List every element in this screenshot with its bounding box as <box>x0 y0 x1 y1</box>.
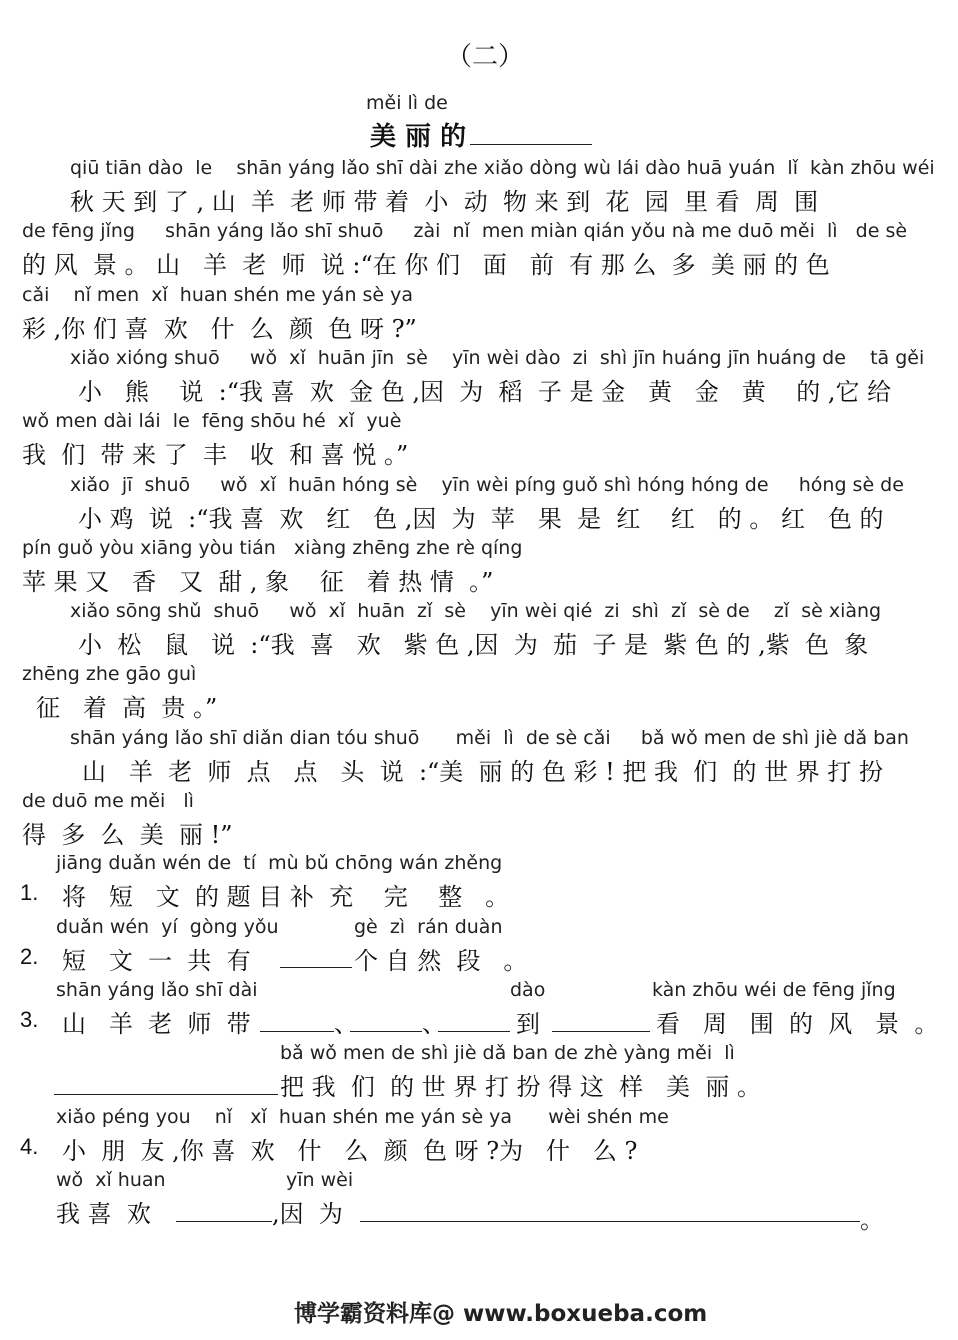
q2-number: 2. <box>20 944 39 969</box>
q3-pinyin-b: dào <box>510 979 546 1001</box>
q2-pinyin-a: duǎn wén yí gòng yǒu <box>56 916 279 938</box>
q3-pinyin-c: kàn zhōu wéi de fēng jǐng <box>652 979 896 1001</box>
q3-blank-2[interactable] <box>350 1031 422 1032</box>
q4-answer-text-b: ,因 为 <box>272 1200 343 1228</box>
q1-text: 将 短 文 的 题 目 补 充 完 整 。 <box>62 883 510 911</box>
q3-number: 3. <box>20 1007 39 1032</box>
story-line-1-pinyin: qiū tiān dào le shān yáng lǎo shī dài zhe xiǎo dòng wù lái dào huā yuán lǐ kàn zhōu wéi <box>70 157 935 179</box>
story-line-8-pinyin: xiǎo sōng shǔ shuō wǒ xǐ huān zǐ sè yīn wèi qié zi shì zǐ sè de zǐ sè xiàng <box>70 600 882 622</box>
q3-blank-5[interactable] <box>54 1094 278 1095</box>
q4-blank-2[interactable] <box>360 1221 860 1222</box>
story-line-10-text: 山 羊 老 师 点 点 头 说 :“美 丽 的 色 彩 ! 把 我 们 的 世 界 打 扮 <box>82 758 884 786</box>
story-line-2-pinyin: de fēng jǐng shān yáng lǎo shī shuō zài nǐ men miàn qián yǒu nà me duō měi lì de sè <box>22 220 908 242</box>
story-line-6-text: 小 鸡 说 :“我 喜 欢 红 色 ,因 为 苹 果 是 红 红 的 。 红 色 的 <box>78 505 884 533</box>
title-blank[interactable] <box>470 144 592 145</box>
story-line-1-text: 秋 天 到 了 , 山 羊 老 师 带 着 小 动 物 来 到 花 园 里 看 周 围 <box>70 188 819 216</box>
q4-number: 4. <box>20 1134 39 1159</box>
q4-text: 小 朋 友 ,你 喜 欢 什 么 颜 色 呀 ?为 什 么 ? <box>62 1137 638 1165</box>
q3-pinyin-d: bǎ wǒ men de shì jiè dǎ ban de zhè yàng měi lì <box>280 1042 735 1064</box>
q3-blank-1[interactable] <box>260 1031 334 1032</box>
q3-text-d: 把 我 们 的 世 界 打 扮 得 这 样 美 丽 。 <box>280 1073 761 1101</box>
story-title: 美 丽 的 <box>370 122 467 152</box>
q3-pinyin-a: shān yáng lǎo shī dài <box>56 979 258 1001</box>
q4-answer-end: 。 <box>860 1206 884 1234</box>
story-line-11-pinyin: de duō me měi lì <box>22 790 194 812</box>
story-line-3-text: 彩 ,你 们 喜 欢 什 么 颜 色 呀 ?” <box>22 315 417 343</box>
q1-number: 1. <box>20 880 39 905</box>
q3-text-c: 看 周 围 的 风 景 。 <box>656 1010 939 1038</box>
q3-sep-1: 、 <box>334 1010 358 1038</box>
story-line-5-pinyin: wǒ men dài lái le fēng shōu hé xǐ yuè <box>22 410 402 432</box>
q3-text-a: 山 羊 老 师 带 <box>62 1010 251 1038</box>
q3-sep-2: 、 <box>422 1010 446 1038</box>
q2-pinyin-b: gè zì rán duàn <box>354 916 503 938</box>
story-line-4-text: 小 熊 说 :“我 喜 欢 金 色 ,因 为 稻 子 是 金 黄 金 黄 的 ,它 给 <box>78 378 892 406</box>
q4-pinyin: xiǎo péng you nǐ xǐ huan shén me yán sè ya wèi shén me <box>56 1106 669 1128</box>
q2-text-a: 短 文 一 共 有 <box>62 947 251 975</box>
story-line-7-text: 苹 果 又 香 又 甜 , 象 征 着 热 情 。” <box>22 568 494 596</box>
section-header: （二） <box>446 42 525 72</box>
story-line-6-pinyin: xiǎo jī shuō wǒ xǐ huān hóng sè yīn wèi píng guǒ shì hóng hóng de hóng sè de <box>70 474 904 496</box>
q2-blank[interactable] <box>280 967 352 968</box>
story-line-9-text: 征 着 高 贵 。” <box>36 694 218 722</box>
story-line-5-text: 我 们 带 来 了 丰 收 和 喜 悦 。” <box>22 441 409 469</box>
story-line-8-text: 小 松 鼠 说 :“我 喜 欢 紫 色 ,因 为 茄 子 是 紫 色 的 ,紫 色 象 <box>78 631 869 659</box>
title-pinyin: měi lì de <box>366 92 448 114</box>
story-line-2-text: 的 风 景 。 山 羊 老 师 说 :“在 你 们 面 前 有 那 么 多 美 丽 的 色 <box>22 251 830 279</box>
story-line-11-text: 得 多 么 美 丽 !” <box>22 821 233 849</box>
q2-text-b: 个 自 然 段 。 <box>354 947 528 975</box>
story-line-3-pinyin: cǎi nǐ men xǐ huan shén me yán sè ya <box>22 284 414 306</box>
story-line-10-pinyin: shān yáng lǎo shī diǎn dian tóu shuō měi lì de sè cǎi bǎ wǒ men de shì jiè dǎ ban <box>70 727 909 749</box>
story-line-9-pinyin: zhēng zhe gāo guì <box>22 663 197 685</box>
q4-answer-text-a: 我 喜 欢 <box>56 1200 151 1228</box>
q4-blank-1[interactable] <box>176 1221 272 1222</box>
story-line-4-pinyin: xiǎo xióng shuō wǒ xǐ huān jīn sè yīn wèi dào zi shì jīn huáng jīn huáng de tā gěi <box>70 347 925 369</box>
q4-answer-pinyin-a: wǒ xǐ huan <box>56 1169 166 1191</box>
q3-text-b: 到 <box>516 1010 540 1038</box>
watermark: 博学霸资料库@ www.boxueba.com <box>294 1301 708 1327</box>
q3-blank-4[interactable] <box>552 1031 650 1032</box>
q3-blank-3[interactable] <box>438 1031 510 1032</box>
story-line-7-pinyin: pín guǒ yòu xiāng yòu tián xiàng zhēng zhe rè qíng <box>22 537 523 559</box>
q1-pinyin: jiāng duǎn wén de tí mù bǔ chōng wán zhěng <box>56 852 503 874</box>
q4-answer-pinyin-b: yīn wèi <box>286 1169 354 1191</box>
